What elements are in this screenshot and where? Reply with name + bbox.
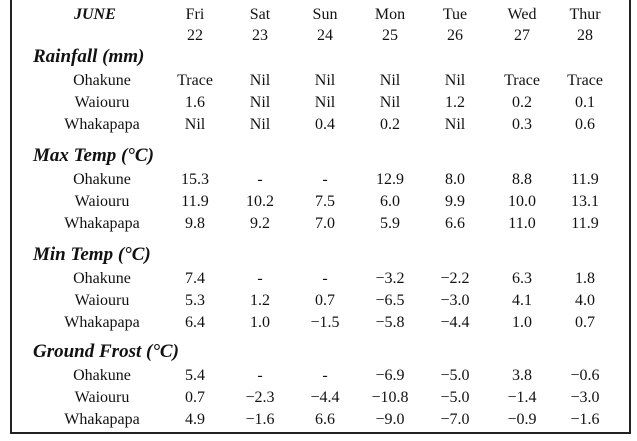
table-cell: −3.2 [375,270,405,287]
table-cell: 9.8 [185,215,205,232]
table-cell: - [257,367,263,384]
table-cell: 11.0 [508,215,536,232]
day-name-sat: Sat [249,6,271,23]
station-label-ohakune: Ohakune [73,72,131,89]
section-title-1: Rainfall (mm) [33,46,145,67]
table-cell: Nil [444,116,466,133]
day-name-thur: Thur [569,6,601,23]
table-cell: −1.5 [310,314,340,331]
table-cell: −0.6 [570,367,600,384]
table-cell: 5.3 [185,292,205,309]
table-cell: 0.4 [315,116,335,133]
table-cell: Nil [249,72,271,89]
table-cell: 12.9 [376,171,404,188]
day-date-sun: 24 [317,27,333,44]
table-cell: 7.4 [185,270,205,287]
table-cell: 4.1 [512,292,532,309]
table-cell: 9.9 [445,193,465,210]
day-date-mon: 25 [382,27,398,44]
table-cell: 10.0 [508,193,536,210]
section-title-2: Max Temp (°C) [33,145,154,166]
table-cell: −2.2 [440,270,470,287]
table-cell: - [322,367,328,384]
table-cell: 15.3 [181,171,209,188]
section-title-3: Min Temp (°C) [33,244,151,265]
table-cell: 1.0 [512,314,532,331]
table-cell: 3.8 [512,367,532,384]
table-cell: 0.2 [512,94,532,111]
day-date-fri: 22 [187,27,203,44]
day-name-fri: Fri [185,6,205,23]
table-cell: −6.9 [375,367,405,384]
station-label-waiouru: Waiouru [74,389,130,406]
table-cell: −2.3 [245,389,275,406]
day-date-thur: 28 [577,27,593,44]
table-cell: Nil [379,72,401,89]
table-cell: 1.8 [575,270,595,287]
table-cell: 10.2 [246,193,274,210]
table-cell: Nil [249,94,271,111]
section-title-4: Ground Frost (°C) [33,341,179,362]
table-cell: Nil [249,116,271,133]
table-cell: −6.5 [375,292,405,309]
table-cell: −5.0 [440,389,470,406]
table-cell: −7.0 [440,411,470,428]
table-cell: Nil [379,94,401,111]
table-cell: −1.6 [570,411,600,428]
day-name-sun: Sun [312,6,338,23]
table-cell: 6.6 [315,411,335,428]
station-label-waiouru: Waiouru [74,193,130,210]
table-cell: −3.0 [440,292,470,309]
table-cell: −3.0 [570,389,600,406]
table-cell: −0.9 [507,411,537,428]
table-cell: 8.0 [445,171,465,188]
station-label-waiouru: Waiouru [74,94,130,111]
table-cell: - [257,270,263,287]
station-label-waiouru: Waiouru [74,292,130,309]
table-cell: 6.6 [445,215,465,232]
table-cell: Trace [504,72,540,89]
day-date-tue: 26 [447,27,463,44]
table-cell: 1.6 [185,94,205,111]
table-cell: 7.5 [315,193,335,210]
table-cell: 0.3 [512,116,532,133]
station-label-ohakune: Ohakune [73,270,131,287]
station-label-whakapapa: Whakapapa [64,215,140,232]
table-cell: 11.9 [571,215,599,232]
table-cell: 13.1 [571,193,599,210]
table-cell: 0.7 [575,314,595,331]
station-label-whakapapa: Whakapapa [64,314,140,331]
table-cell: - [322,270,328,287]
table-cell: - [257,171,263,188]
day-name-mon: Mon [374,6,406,23]
table-cell: Nil [184,116,206,133]
table-cell: 0.1 [575,94,595,111]
table-cell: −5.0 [440,367,470,384]
table-cell: 5.4 [185,367,205,384]
table-cell: 8.8 [512,171,532,188]
table-cell: −10.8 [371,389,409,406]
table-cell: −1.4 [507,389,537,406]
table-cell: Trace [177,72,213,89]
day-name-wed: Wed [507,6,537,23]
day-name-tue: Tue [442,6,468,23]
table-cell: 7.0 [315,215,335,232]
table-cell: 4.9 [185,411,205,428]
station-label-ohakune: Ohakune [73,367,131,384]
table-cell: 0.7 [315,292,335,309]
table-cell: −4.4 [440,314,470,331]
table-cell: −4.4 [310,389,340,406]
table-cell: −9.0 [375,411,405,428]
table-cell: Nil [444,72,466,89]
table-cell: −5.8 [375,314,405,331]
table-cell: 1.2 [445,94,465,111]
table-cell: 11.9 [571,171,599,188]
table-cell: 1.0 [250,314,270,331]
day-date-sat: 23 [252,27,268,44]
station-label-whakapapa: Whakapapa [64,411,140,428]
station-label-whakapapa: Whakapapa [64,116,140,133]
table-cell: 11.9 [181,193,209,210]
table-cell: 6.0 [380,193,400,210]
table-cell: 9.2 [250,215,270,232]
month-label: JUNE [74,6,116,23]
table-cell: 4.0 [575,292,595,309]
table-cell: Trace [567,72,603,89]
table-cell: Nil [314,94,336,111]
table-cell: 1.2 [250,292,270,309]
table-cell: 0.2 [380,116,400,133]
table-cell: 0.6 [575,116,595,133]
table-cell: 6.4 [185,314,205,331]
table-cell: 5.9 [380,215,400,232]
table-cell: 6.3 [512,270,532,287]
table-cell: Nil [314,72,336,89]
table-cell: 0.7 [185,389,205,406]
station-label-ohakune: Ohakune [73,171,131,188]
day-date-wed: 27 [514,27,530,44]
table-cell: −1.6 [245,411,275,428]
table-cell: - [322,171,328,188]
